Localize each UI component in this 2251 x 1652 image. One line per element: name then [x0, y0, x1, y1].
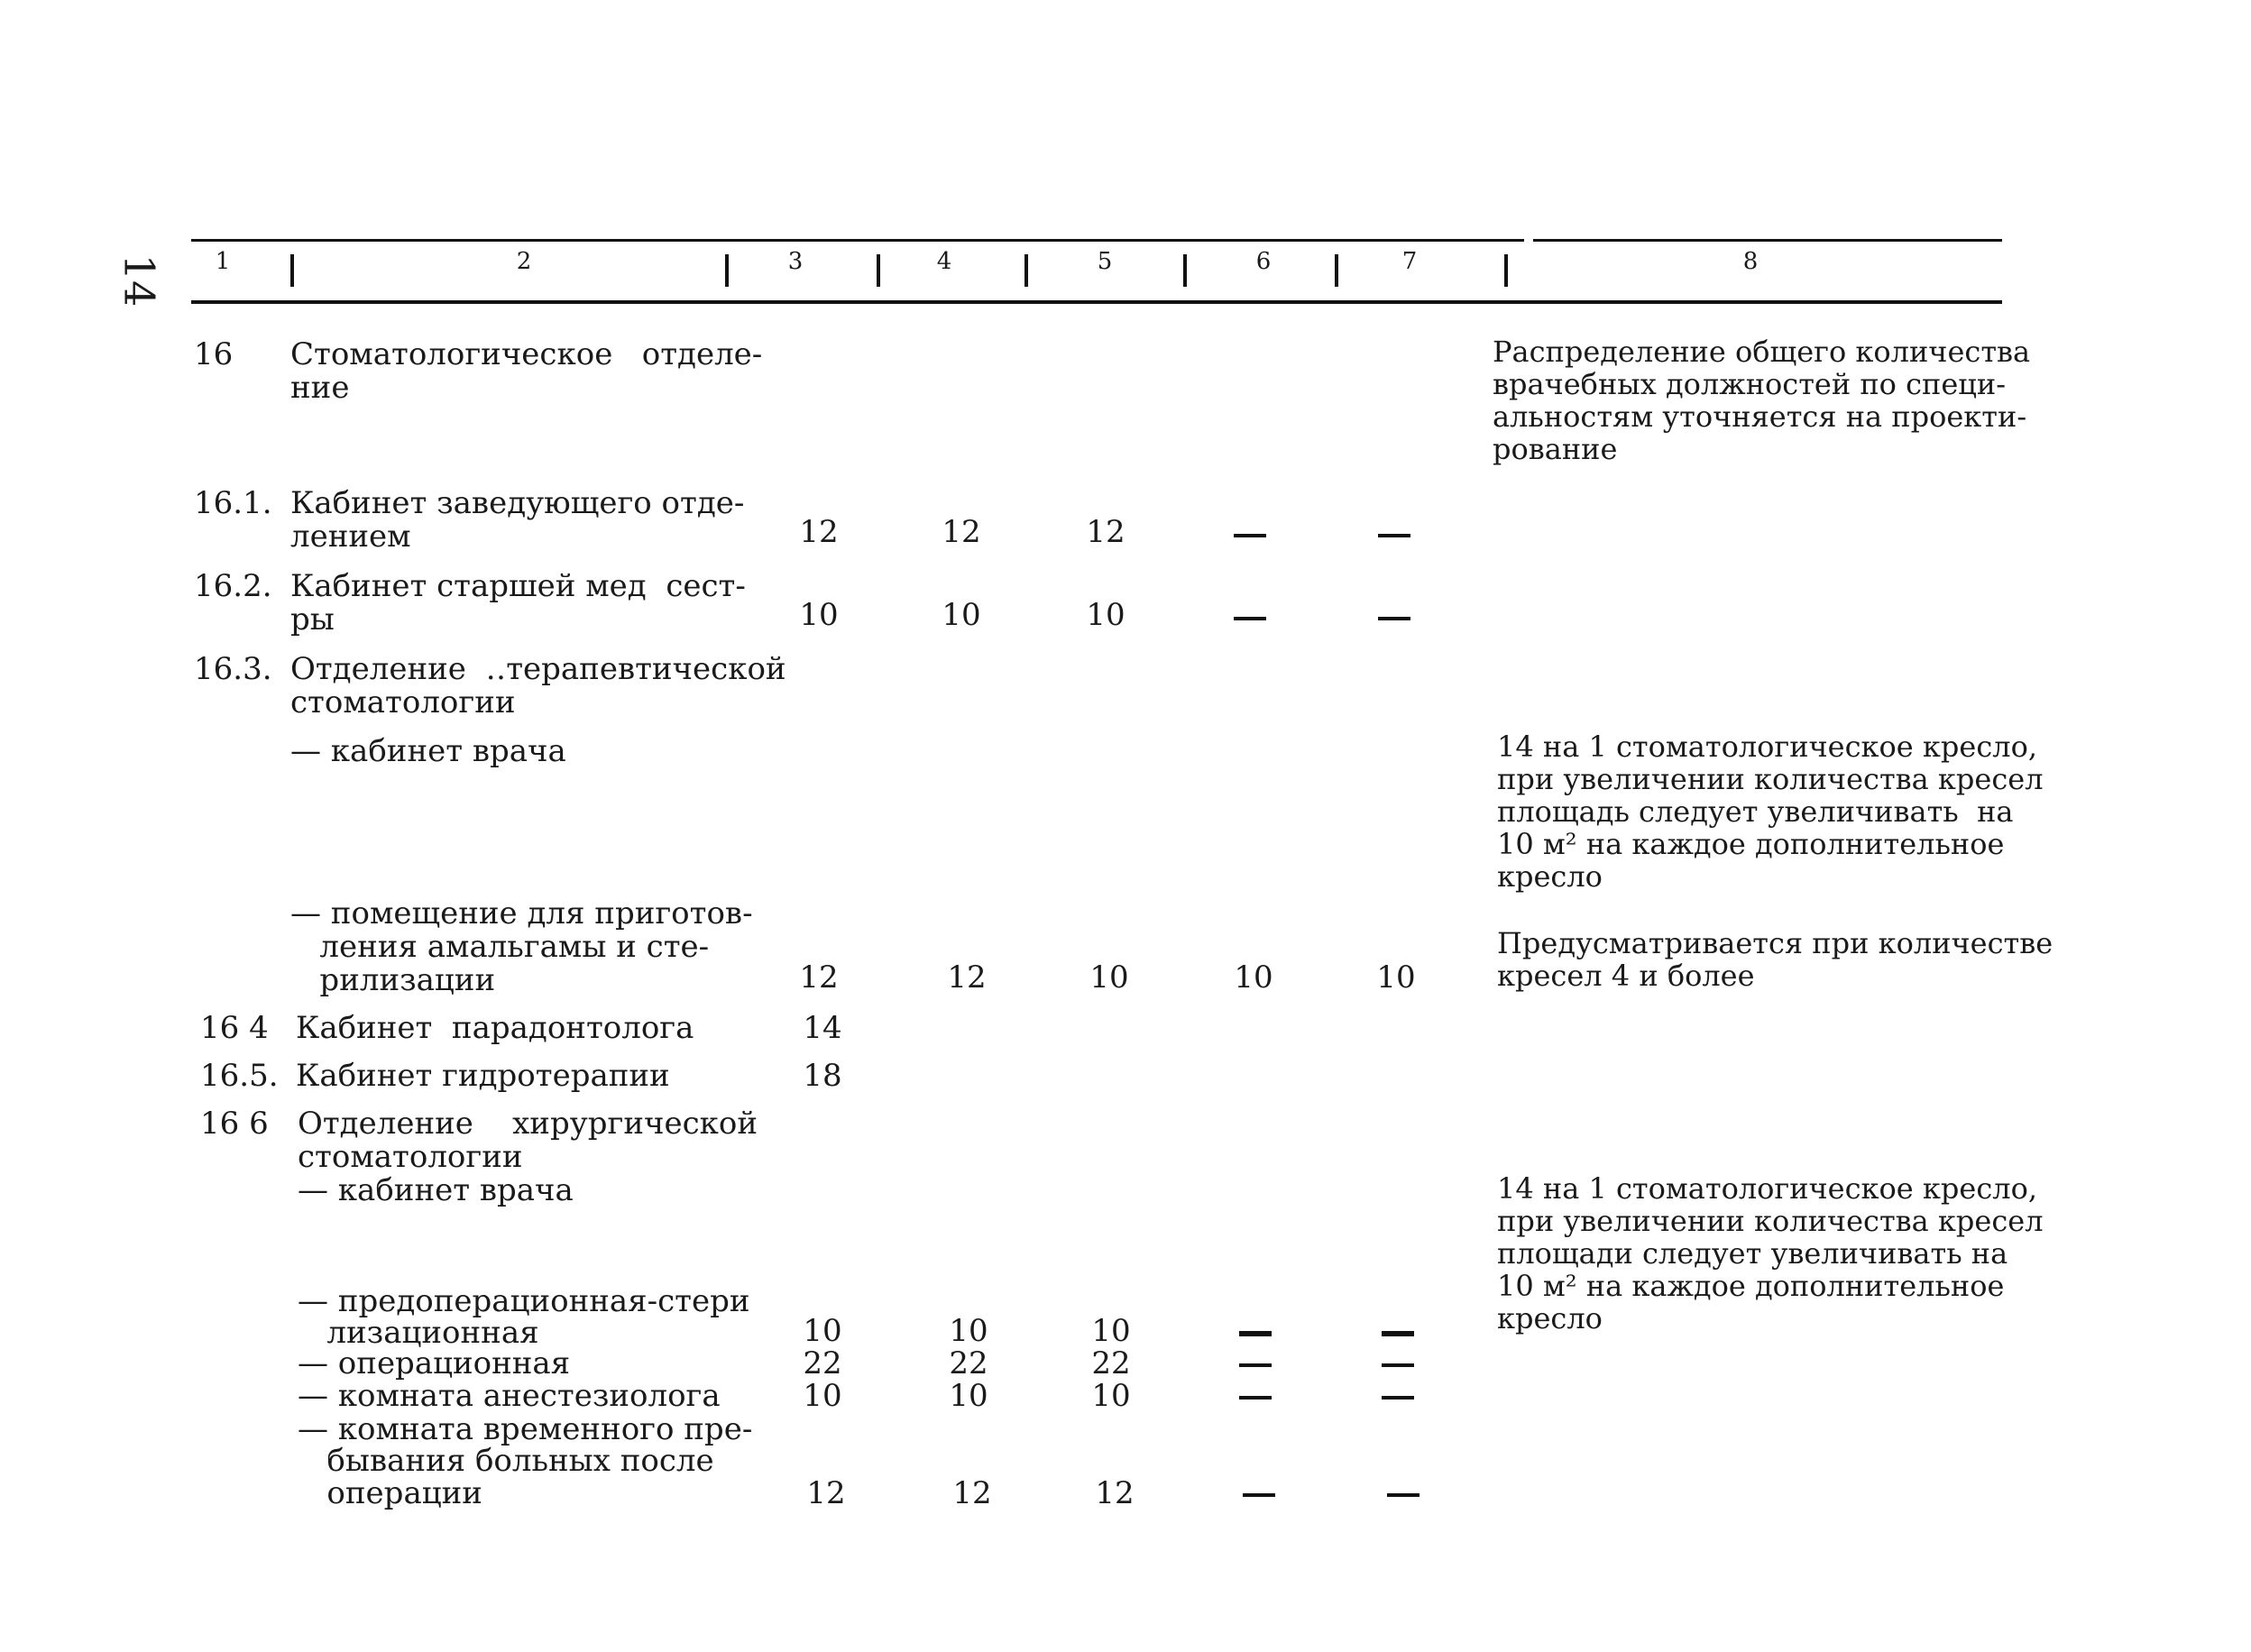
value-col-6: 10: [1234, 959, 1273, 996]
header-col-4: 4: [936, 248, 952, 275]
row-note-line: кресло: [1497, 859, 1603, 894]
header-separator: [725, 254, 729, 287]
value-col-5: 12: [1086, 514, 1126, 550]
value-col-7: 10: [1376, 959, 1416, 996]
header-col-1: 1: [215, 248, 231, 275]
row-note-line: 10 м² на каждое дополнительное: [1497, 827, 2005, 861]
row-name-line: ние: [290, 370, 350, 406]
header-separator: [1504, 254, 1508, 287]
row-code: 16.1.: [194, 485, 272, 521]
value-col-4: 10: [949, 1378, 988, 1414]
value-col-3: 12: [799, 514, 839, 550]
header-col-5: 5: [1097, 248, 1113, 275]
row-code: 16 6: [200, 1106, 269, 1142]
row-code: 16.2.: [194, 568, 272, 604]
row-code: 16.5.: [200, 1058, 279, 1094]
row-name-line: — предоперационная-стери: [298, 1283, 750, 1319]
header-separator: [290, 254, 294, 287]
dash-col-7: [1387, 1493, 1420, 1497]
row-name-line: лением: [290, 519, 411, 555]
row-name-line: операции: [298, 1475, 482, 1511]
header-separator: [877, 254, 880, 287]
row-note-line: врачебных должностей по специ-: [1493, 367, 2007, 401]
value-col-3: 12: [806, 1475, 846, 1511]
row-note-line: при увеличении количества кресел: [1497, 1204, 2044, 1238]
value-col-3: 14: [803, 1010, 842, 1046]
row-note-line: при увеличении количества кресел: [1497, 762, 2044, 796]
header-col-8: 8: [1742, 248, 1759, 275]
dash-col-6: [1234, 617, 1266, 620]
value-col-5: 12: [1095, 1475, 1135, 1511]
row-note-line: альностям уточняется на проекти-: [1493, 399, 2027, 434]
row-name-line: Кабинет гидротерапии: [296, 1058, 670, 1094]
row-name-line: стоматологии: [290, 684, 516, 720]
dash-col-6: [1243, 1493, 1275, 1497]
dash-col-6: [1234, 534, 1266, 537]
row-name-line: Стоматологическое отделе-: [290, 336, 763, 372]
value-col-3: 18: [803, 1058, 842, 1094]
row-note-line: кресел 4 и более: [1497, 959, 1755, 993]
row-name-line: — комната анестезиолога: [298, 1378, 721, 1414]
value-col-4: 12: [947, 959, 987, 996]
row-note-line: рование: [1493, 432, 1618, 466]
page-number: 14: [115, 253, 164, 307]
value-col-3: 22: [803, 1345, 842, 1381]
row-name-line: рилизации: [290, 962, 496, 998]
row-note-line: 14 на 1 стоматологическое кресло,: [1497, 1171, 2038, 1206]
header-col-2: 2: [516, 248, 532, 275]
row-note-line: 10 м² на каждое дополнительное: [1497, 1269, 2005, 1303]
row-name-line: Кабинет заведующего отде-: [290, 485, 745, 521]
dash-col-6: [1239, 1331, 1272, 1336]
row-code: 16 4: [200, 1010, 269, 1046]
row-note-line: кресло: [1497, 1301, 1603, 1335]
header-top-rule: [191, 239, 1524, 242]
header-col-3: 3: [787, 248, 804, 275]
value-col-3: 12: [799, 959, 839, 996]
row-note-line: площади следует увеличивать на: [1497, 1236, 2008, 1271]
row-name-line: ления амальгамы и сте-: [290, 929, 710, 965]
dash-col-7: [1382, 1331, 1414, 1336]
row-note-line: Предусматривается при количестве: [1497, 926, 2053, 960]
dash-col-7: [1382, 1396, 1414, 1400]
value-col-4: 10: [942, 597, 981, 633]
row-name-line: лизационная: [298, 1315, 539, 1351]
row-code: 16.3.: [194, 651, 272, 687]
row-name-line: Отделение хирургической: [298, 1106, 758, 1142]
header-separator: [1335, 254, 1338, 287]
value-col-5: 10: [1091, 1378, 1131, 1414]
header-top-rule-right: [1533, 239, 2002, 242]
row-name-line: Кабинет старшей мед сест-: [290, 568, 746, 604]
header-col-6: 6: [1255, 248, 1272, 275]
row-name-line: — помещение для приготов-: [290, 895, 753, 932]
value-col-3: 10: [799, 597, 839, 633]
value-col-4: 12: [942, 514, 981, 550]
row-name-line: бывания больных после: [298, 1443, 714, 1479]
row-note-line: Распределение общего количества: [1493, 335, 2031, 369]
row-name-line: — кабинет врача: [290, 733, 566, 769]
header-bottom-rule: [191, 300, 2002, 304]
value-col-5: 10: [1091, 1313, 1131, 1349]
row-name-line: — операционная: [298, 1345, 571, 1381]
header-col-7: 7: [1401, 248, 1418, 275]
dash-col-7: [1378, 534, 1410, 537]
value-col-5: 10: [1086, 597, 1126, 633]
header-separator: [1024, 254, 1028, 287]
value-col-4: 22: [949, 1345, 988, 1381]
dash-col-6: [1239, 1396, 1272, 1400]
value-col-3: 10: [803, 1313, 842, 1349]
row-name-line: Кабинет парадонтолога: [296, 1010, 694, 1046]
row-name-line: Отделение ‥терапевтической: [290, 651, 786, 687]
row-name-line: стоматологии: [298, 1139, 523, 1175]
dash-col-7: [1378, 617, 1410, 620]
value-col-4: 10: [949, 1313, 988, 1349]
row-name-line: — кабинет врача: [298, 1172, 574, 1208]
row-note-line: площадь следует увеличивать на: [1497, 794, 2014, 829]
row-code: 16: [194, 336, 234, 372]
row-name-line: — комната временного пре-: [298, 1411, 753, 1447]
row-name-line: ры: [290, 601, 335, 638]
dash-col-7: [1382, 1363, 1414, 1367]
dash-col-6: [1239, 1363, 1272, 1367]
row-note-line: 14 на 1 стоматологическое кресло,: [1497, 730, 2038, 764]
value-col-3: 10: [803, 1378, 842, 1414]
value-col-5: 10: [1089, 959, 1129, 996]
value-col-5: 22: [1091, 1345, 1131, 1381]
value-col-4: 12: [952, 1475, 992, 1511]
header-separator: [1183, 254, 1187, 287]
